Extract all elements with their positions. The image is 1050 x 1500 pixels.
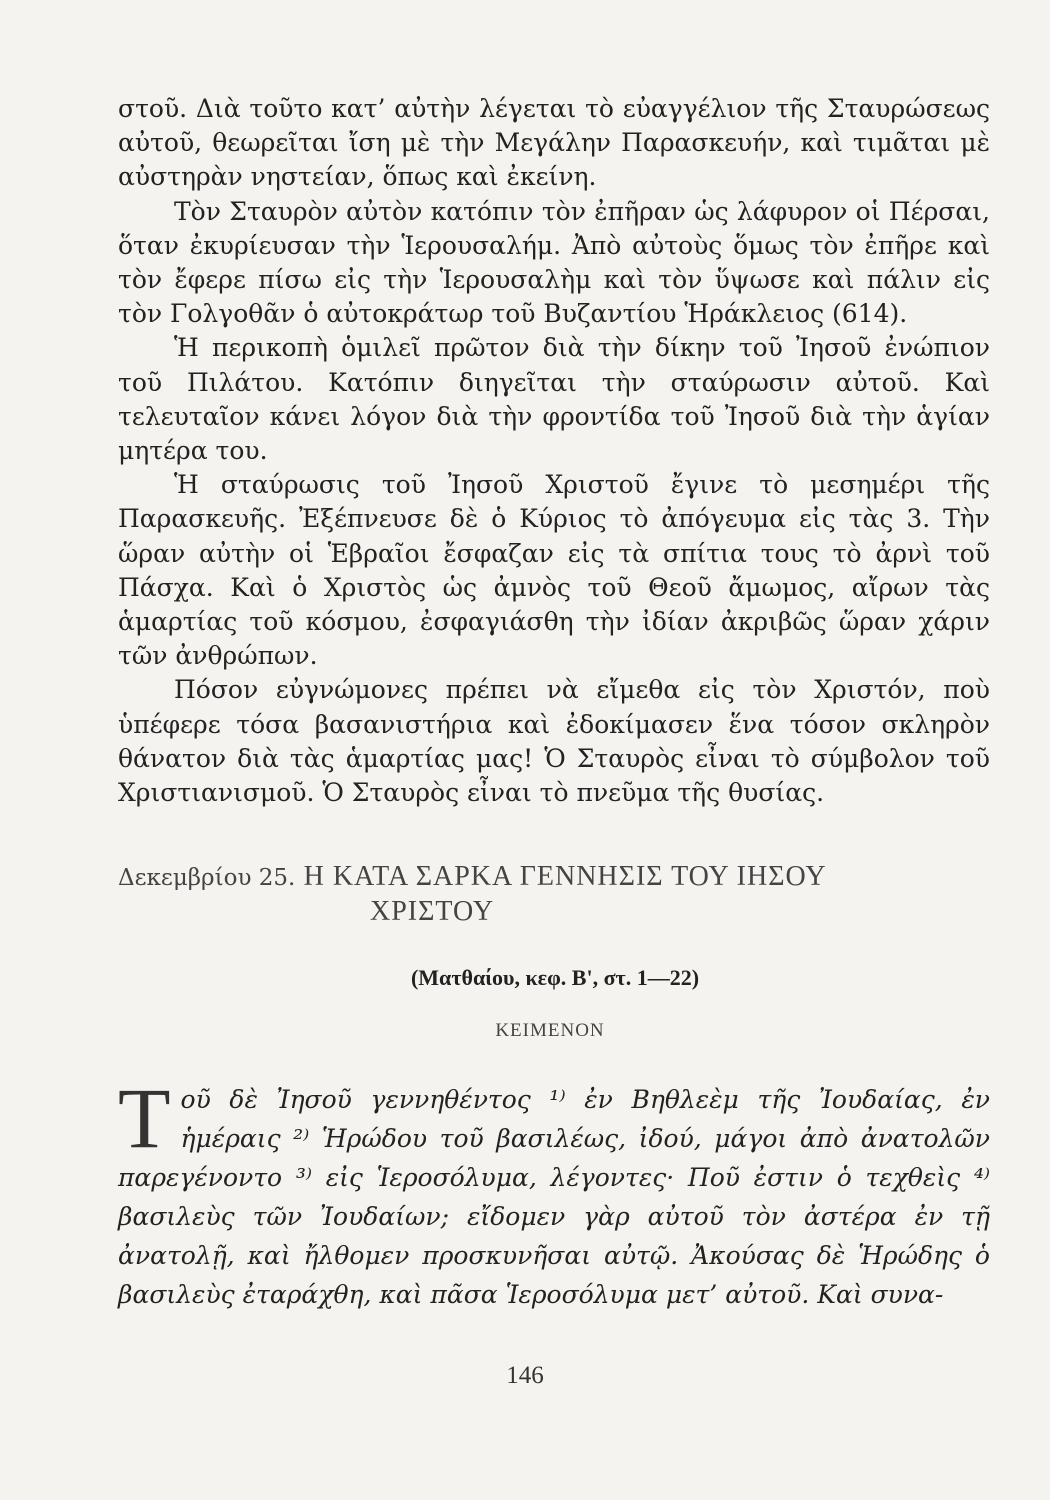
section-heading — [118, 860, 990, 929]
paragraph-4: Ἡ σταύρωσις τοῦ Ἰησοῦ Χριστοῦ ἔγινε τὸ μεσημέρι τῆς Παρασκευῆς. Ἐξέπνευσε δὲ ὁ Κύριος τὸ ἀπόγευμα εἰς τὰς 3. Τὴν ὥραν αὐτὴν οἱ Ἑβραῖοι ἔσφαζαν εἰς τὰ σπίτια τους τὸ ἀρνὶ τοῦ Πάσχα. Καὶ ὁ Χριστὸς ὡς ἀμνὸς τοῦ Θεοῦ ἄμωμος, αἴρων τὰς ἁμαρτίας τοῦ κόσμου, ἐσφαγιάσθη τὴν ἰδίαν ἀκριβῶς ὥραν χάριν τῶν ἀνθρώπων. — [118, 470, 990, 671]
scripture-paragraph — [118, 1070, 990, 1314]
heading-date: Δεκεμβρίου 25. — [118, 865, 296, 891]
page-number: 146 — [506, 1362, 544, 1389]
heading-title-line1: Η ΚΑΤΑ ΣΑΡΚΑ ΓΕΝΝΗΣΙΣ ΤΟΥ ΙΗΣΟΥ — [303, 861, 827, 892]
paragraph-5: Πόσον εὐγνώμονες πρέπει νὰ εἴμεθα εἰς τὸν Χριστόν, ποὺ ὑπέφερε τόσα βασανιστήρια καὶ ἐδοκίμασεν ἕνα τόσον σκληρὸν θάνατον διὰ τὰς ἁμαρτίας μας! Ὁ Σταυρὸς εἶναι τὸ σύμβολον τοῦ Χριστιανισμοῦ. Ὁ Σταυρὸς εἶναι τὸ πνεῦμα τῆς θυσίας. — [118, 675, 990, 808]
paragraph-1: στοῦ. Διὰ τοῦτο κατ’ αὐτὴν λέγεται τὸ εὐαγγέλιον τῆς Σταυρώσεως αὐτοῦ, θεωρεῖται ἴση μὲ τὴν Μεγάλην Παρασκευήν, καὶ τιμᾶται μὲ αὐστηρὰν νηστείαν, ὅπως καὶ ἐκείνη. — [118, 94, 990, 192]
paragraph-2: Τὸν Σταυρὸν αὐτὸν κατόπιν τὸν ἐπῆραν ὡς λάφυρον οἱ Πέρσαι, ὅταν ἐκυρίευσαν τὴν Ἱερουσαλήμ. Ἀπὸ αὐτοὺς ὅμως τὸν ἐπῆρε καὶ τὸν ἔφερε πίσω εἰς τὴν Ἱερουσαλὴμ καὶ τὸν ὕψωσε καὶ πάλιν εἰς τὸν Γολγοθᾶν ὁ αὐτοκράτωρ τοῦ Βυζαντίου Ἡράκλειος (614). — [118, 196, 990, 329]
section-label: ΚΕΙΜΕΝΟΝ — [495, 1020, 605, 1041]
scripture-reference: (Ματθαίου, κεφ. Β', στ. 1—22) — [410, 965, 700, 990]
drop-cap: Τ — [118, 1070, 171, 1166]
scripture-body: οῦ δὲ Ἰησοῦ γεννηθέντος ¹⁾ ἐν Βηθλεὲμ τῆς Ἰουδαίας, ἐν ἡμέραις ²⁾ Ἡρώδου τοῦ βασιλέως, ἰδού, μάγοι ἀπὸ ἀνατολῶν παρεγένοντο ³⁾ εἰς Ἱεροσόλυμα, λέγοντες· Ποῦ ἐστιν ὁ τεχθεὶς ⁴⁾ βασιλεὺς τῶν Ἰουδαίων; εἴδομεν γὰρ αὐτοῦ τὸν ἀστέρα ἐν τῇ ἀνατολῇ, καὶ ἤλθομεν προσκυνῆσαι αὐτῷ. Ἀκούσας δὲ Ἡρώδης ὁ βασιλεὺς ἐταράχθη, καὶ πᾶσα Ἱεροσόλυμα μετ’ αὐτοῦ. Καὶ συνα- — [118, 1085, 990, 1309]
upper-text-block — [118, 92, 990, 810]
heading-title-line2: ΧΡΙΣΤΟΥ — [370, 896, 495, 927]
scripture-text-block — [118, 1070, 990, 1314]
paragraph-3: Ἡ περικοπὴ ὁμιλεῖ πρῶτον διὰ τὴν δίκην τοῦ Ἰησοῦ ἐνώπιον τοῦ Πιλάτου. Κατόπιν διηγεῖται τὴν σταύρωσιν αὐτοῦ. Καὶ τελευταῖον κάνει λόγον διὰ τὴν φροντίδα τοῦ Ἰησοῦ διὰ τὴν ἁγίαν μητέρα του. — [118, 333, 990, 466]
